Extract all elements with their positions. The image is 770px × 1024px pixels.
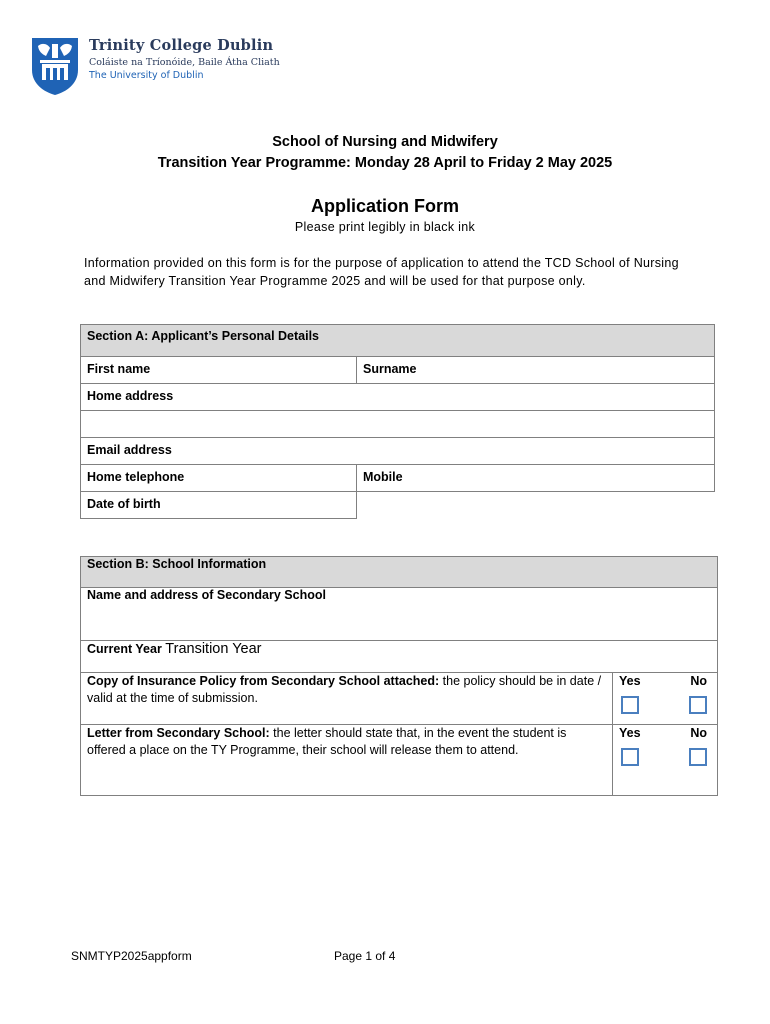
insurance-no-label: No <box>690 674 708 688</box>
insurance-bold-label: Copy of Insurance Policy from Secondary School attached: <box>87 674 440 688</box>
section-b-table <box>80 556 718 796</box>
letter-yes-checkbox[interactable] <box>621 748 639 766</box>
insurance-yes-label: Yes <box>619 674 641 688</box>
current-year-label: Current Year <box>87 642 162 656</box>
insurance-yes-checkbox[interactable] <box>621 696 639 714</box>
insurance-yes-no <box>613 673 718 725</box>
letter-no-label: No <box>690 726 708 740</box>
date-of-birth-field[interactable]: Date of birth <box>81 492 357 519</box>
letter-yes-no <box>613 725 718 796</box>
empty-cell <box>357 492 715 519</box>
home-telephone-field[interactable]: Home telephone <box>81 465 357 492</box>
first-name-field[interactable]: First name <box>81 357 357 384</box>
footer-page-number: Page 1 of 4 <box>334 949 396 963</box>
intro-paragraph: Information provided on this form is for the purpose of application to attend the TCD School of Nursing and Midwifery Transition Year Programme 2025 and will be used for that purpose only. <box>84 256 679 288</box>
logo-irish-name: Coláiste na Tríonóide, Baile Átha Cliath <box>89 57 280 68</box>
programme-heading: Transition Year Programme: Monday 28 April to Friday 2 May 2025 <box>157 155 613 171</box>
home-address-field[interactable]: Home address <box>81 384 715 411</box>
school-heading: School of Nursing and Midwifery <box>272 134 498 150</box>
insurance-description: the policy should be in date / valid at the time of submission. <box>87 674 602 705</box>
insurance-no-checkbox[interactable] <box>689 696 707 714</box>
logo-text-block <box>89 37 280 81</box>
surname-field[interactable]: Surname <box>357 357 715 384</box>
footer-form-code: SNMTYP2025appform <box>71 949 192 963</box>
school-name-address-field[interactable]: Name and address of Secondary School <box>81 588 718 641</box>
letter-yes-label: Yes <box>619 726 641 740</box>
letter-bold-label: Letter from Secondary School: <box>87 726 270 740</box>
letter-description: the letter should state that, in the event the student is offered a place on the TY Programme, their school will release them to attend. <box>87 726 567 757</box>
email-field[interactable]: Email address <box>81 438 715 465</box>
logo-title: Trinity College Dublin <box>89 37 274 54</box>
logo-university: The University of Dublin <box>89 70 204 81</box>
home-address-line-2[interactable] <box>81 411 715 438</box>
section-a-table <box>80 324 715 519</box>
letter-no-checkbox[interactable] <box>689 748 707 766</box>
insurance-policy-question <box>81 673 613 725</box>
tcd-logo-icon <box>30 36 80 96</box>
section-a-title: Section A: Applicant’s Personal Details <box>81 325 715 357</box>
mobile-field[interactable]: Mobile <box>357 465 715 492</box>
form-title: Application Form <box>311 196 459 216</box>
current-year-row <box>81 641 718 673</box>
instruction-text: Please print legibly in black ink <box>294 220 476 234</box>
school-letter-question <box>81 725 613 796</box>
current-year-value: Transition Year <box>165 641 262 657</box>
section-b-title: Section B: School Information <box>81 557 718 588</box>
